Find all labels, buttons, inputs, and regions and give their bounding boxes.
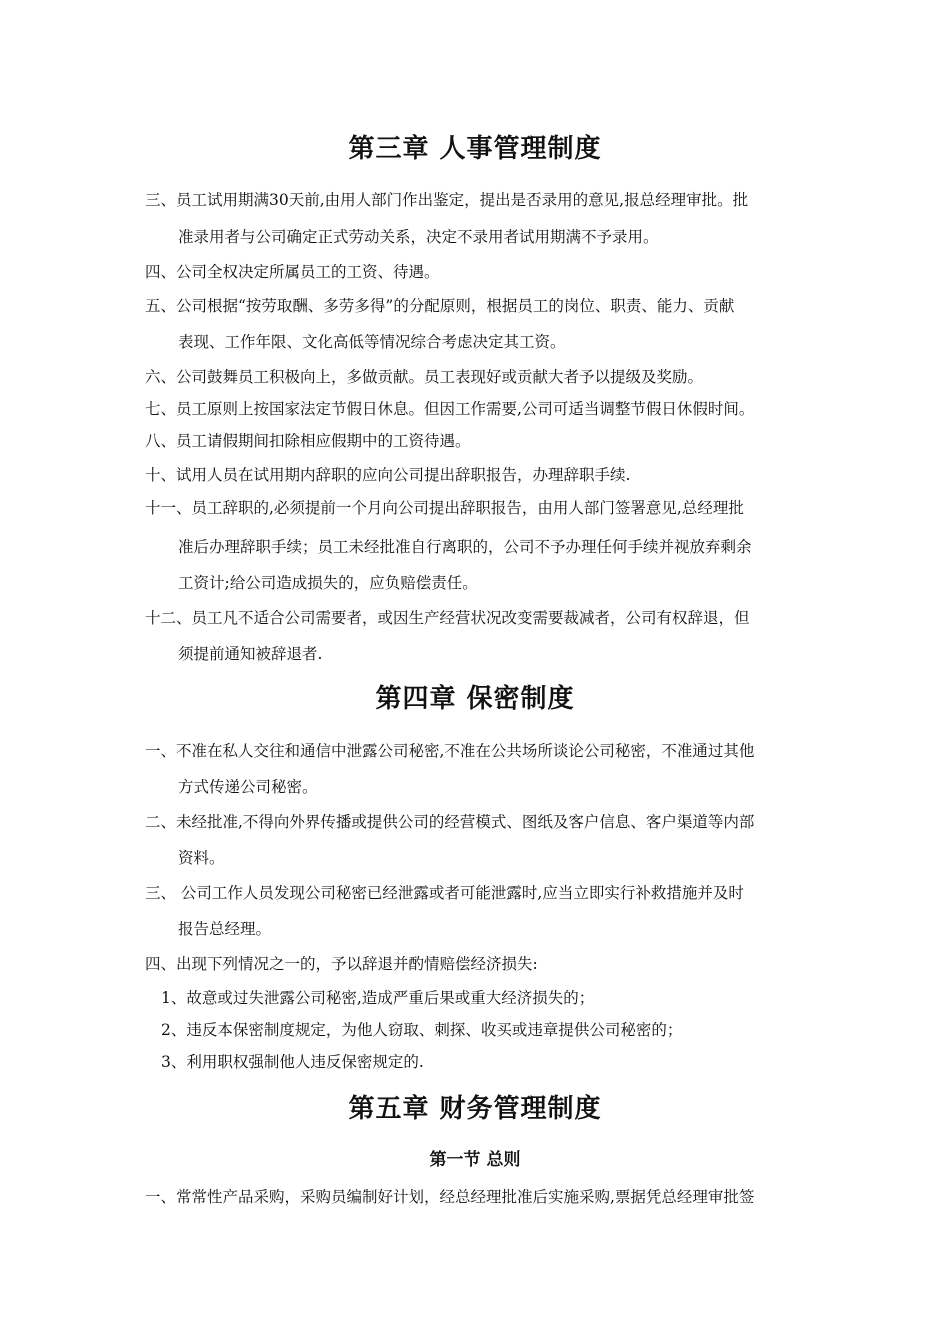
ch4-item-1-cont: 方式传递公司秘密。 bbox=[178, 778, 318, 796]
ch4-item-3-cont: 报告总经理。 bbox=[178, 920, 272, 938]
ch4-subitem-3: 3、利用职权强制他人违反保密规定的. bbox=[161, 1053, 424, 1071]
ch3-item-12-cont: 须提前通知被辞退者. bbox=[178, 645, 323, 663]
ch3-item-8: 八、员工请假期间扣除相应假期中的工资待遇。 bbox=[145, 432, 471, 450]
ch4-subitem-2: 2、违反本保密制度规定，为他人窃取、刺探、收买或违章提供公司秘密的； bbox=[161, 1021, 683, 1039]
ch3-item-5-cont: 表现、工作年限、文化高低等情况综合考虑决定其工资。 bbox=[178, 333, 566, 351]
section-1-title: 第一节 总则 bbox=[429, 1150, 521, 1170]
ch5-item-1: 一、常常性产品采购，采购员编制好计划，经总经理批准后实施采购,票据凭总经理审批签 bbox=[145, 1188, 755, 1206]
ch3-item-11-cont-2: 工资计;给公司造成损失的，应负赔偿责任。 bbox=[178, 574, 478, 592]
ch3-item-11: 十一、员工辞职的,必须提前一个月向公司提出辞职报告，由用人部门签署意见,总经理批 bbox=[145, 499, 744, 517]
ch3-item-12: 十二、员工凡不适合公司需要者，或因生产经营状况改变需要裁减者，公司有权辞退，但 bbox=[145, 609, 750, 627]
ch4-item-1: 一、不准在私人交往和通信中泄露公司秘密,不准在公共场所谈论公司秘密，不准通过其他 bbox=[145, 742, 755, 760]
ch3-item-5: 五、公司根据“按劳取酬、多劳多得”的分配原则，根据员工的岗位、职责、能力、贡献 bbox=[145, 297, 735, 315]
ch3-item-3-cont: 准录用者与公司确定正式劳动关系，决定不录用者试用期满不予录用。 bbox=[178, 228, 659, 246]
ch4-item-2-cont: 资料。 bbox=[178, 849, 225, 867]
chapter-4-title: 第四章 保密制度 bbox=[375, 684, 575, 714]
ch3-item-7: 七、员工原则上按国家法定节假日休息。但因工作需要,公司可适当调整节假日休假时间。 bbox=[145, 400, 755, 418]
ch4-item-2: 二、未经批准,不得向外界传播或提供公司的经营模式、图纸及客户信息、客户渠道等内部 bbox=[145, 813, 755, 831]
ch3-item-4: 四、公司全权决定所属员工的工资、待遇。 bbox=[145, 263, 440, 281]
ch3-item-11-cont-1: 准后办理辞职手续；员工未经批准自行离职的，公司不予办理任何手续并视放弃剩余 bbox=[178, 538, 752, 556]
chapter-5-title: 第五章 财务管理制度 bbox=[348, 1094, 602, 1124]
ch4-subitem-1: 1、故意或过失泄露公司秘密,造成严重后果或重大经济损失的； bbox=[161, 989, 595, 1007]
chapter-3-title: 第三章 人事管理制度 bbox=[348, 134, 602, 164]
ch3-item-3: 三、员工试用期满30天前,由用人部门作出鉴定，提出是否录用的意见,报总经理审批。批 bbox=[145, 191, 749, 209]
ch4-item-4: 四、出现下列情况之一的，予以辞退并酌情赔偿经济损失: bbox=[145, 955, 538, 973]
ch3-item-10: 十、试用人员在试用期内辞职的应向公司提出辞职报告，办理辞职手续. bbox=[145, 466, 631, 484]
ch3-item-6: 六、公司鼓舞员工积极向上，多做贡献。员工表现好或贡献大者予以提级及奖励。 bbox=[145, 368, 704, 386]
ch4-item-3: 三、 公司工作人员发现公司秘密已经泄露或者可能泄露时,应当立即实行补救措施并及时 bbox=[145, 884, 744, 902]
